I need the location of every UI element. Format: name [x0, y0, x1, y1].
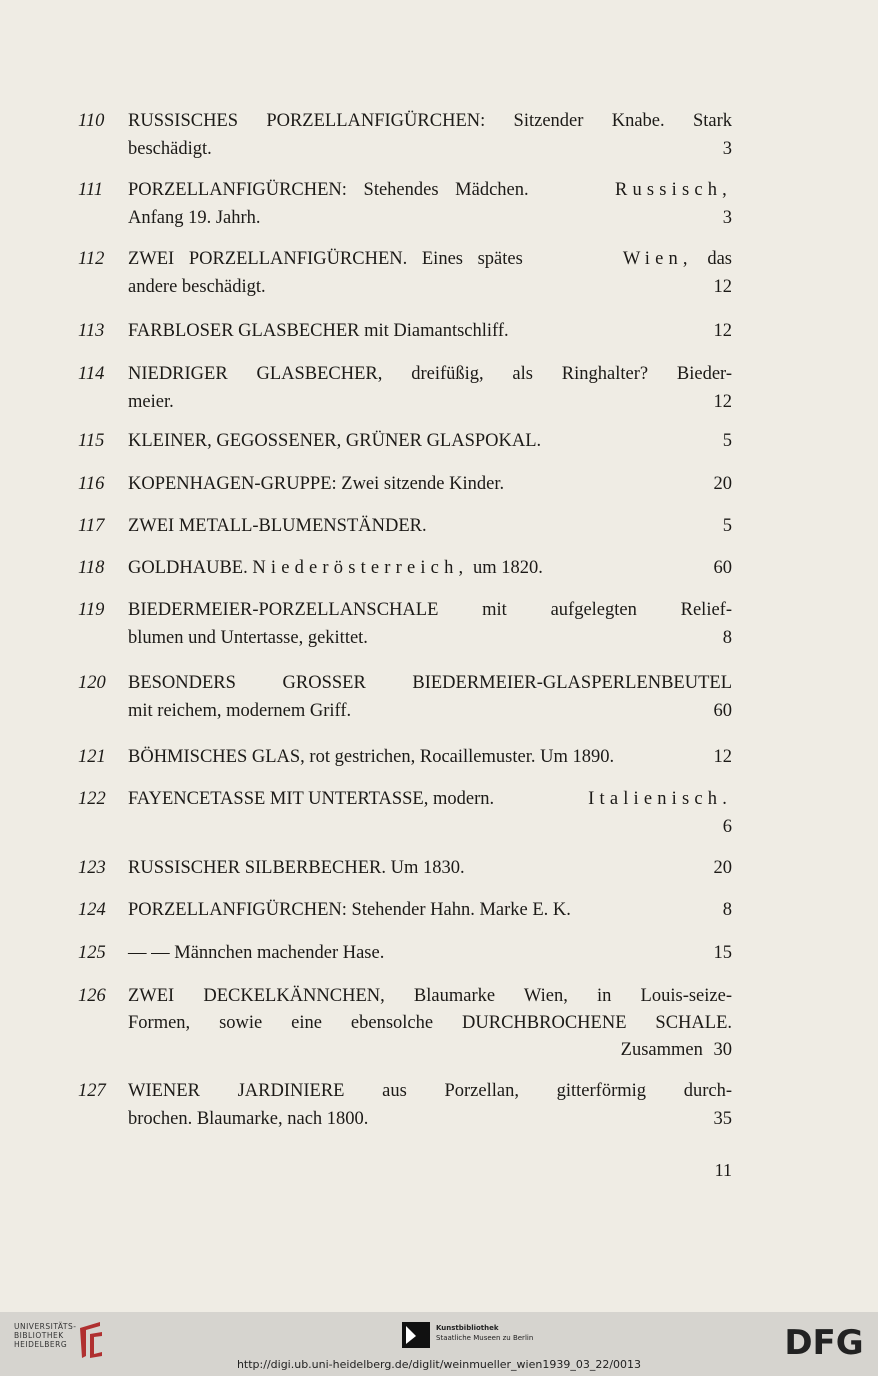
lot-number: 118: [78, 558, 105, 578]
lot-number: 115: [78, 431, 105, 451]
lot-number: 121: [78, 747, 106, 767]
lot-description: BÖHMISCHES GLAS, rot gestrichen, Rocaillemuster. Um 1890.: [128, 747, 615, 767]
lot-description: — — Männchen machender Hase.: [128, 943, 385, 963]
lot-description: ZWEI PORZELLANFIGÜRCHEN. Eines spätes: [128, 249, 523, 269]
lot-origin: Italienisch.: [588, 789, 732, 809]
lot-origin: Russisch,: [614, 180, 732, 200]
dfg-logo-text: DFG: [784, 1324, 864, 1360]
lot-description: FAYENCETASSE MIT UNTERTASSE, modern.: [128, 789, 495, 809]
lot-price: 20: [713, 474, 732, 494]
lot-number: 120: [78, 673, 106, 693]
lot-description: blumen und Untertasse, gekittet.: [128, 628, 368, 648]
lot-price: 5: [722, 431, 732, 451]
lot-description: mit reichem, modernem Griff.: [128, 701, 352, 721]
lot-price: 3: [722, 208, 732, 228]
lot-price: 30: [713, 1040, 732, 1060]
lot-number: 112: [78, 249, 105, 269]
lot-number: 114: [78, 364, 105, 384]
lot-description: Zusammen: [620, 1040, 703, 1060]
lot-description: um 1820.: [468, 558, 543, 578]
lot-price: 12: [713, 277, 732, 297]
source-url[interactable]: http://digi.ub.uni-heidelberg.de/diglit/weinmueller_wien1939_03_22/0013: [236, 1358, 642, 1371]
lot-number: 119: [78, 600, 105, 620]
lot-number: 113: [78, 321, 105, 341]
lot-description: brochen. Blaumarke, nach 1800.: [128, 1109, 369, 1129]
lot-number: 126: [78, 986, 106, 1006]
lot-price: 20: [713, 858, 732, 878]
lot-description: KOPENHAGEN-GRUPPE: Zwei sitzende Kinder.: [128, 474, 505, 494]
lot-description: BIEDERMEIER-PORZELLANSCHALE mit aufgelegten Relief-: [128, 600, 732, 620]
lot-description: Formen, sowie eine ebensolche DURCHBROCHENE SCHALE.: [128, 1013, 732, 1033]
lot-price: 15: [713, 943, 732, 963]
lot-origin: Niederösterreich,: [252, 558, 469, 578]
kunstbibliothek-logo-icon: [402, 1322, 430, 1348]
lot-price: 8: [722, 900, 732, 920]
lot-description: meier.: [128, 392, 174, 412]
lot-description: WIENER JARDINIERE aus Porzellan, gitterförmig durch-: [128, 1081, 732, 1101]
lot-number: 111: [78, 180, 104, 200]
university-emblem-icon: [78, 1320, 106, 1360]
lot-origin: Wien,: [622, 249, 693, 269]
lot-description: FARBLOSER GLASBECHER mit Diamantschliff.: [128, 321, 509, 341]
lot-description: ZWEI METALL-BLUMENSTÄNDER.: [128, 516, 427, 536]
lot-number: 116: [78, 474, 105, 494]
university-library-logo: UNIVERSITÄTS- BIBLIOTHEK HEIDELBERG: [14, 1322, 77, 1349]
lot-price: 8: [722, 628, 732, 648]
lot-description: GOLDHAUBE.: [128, 558, 253, 578]
lot-description: NIEDRIGER GLASBECHER, dreifüßig, als Ringhalter? Bieder-: [128, 364, 732, 384]
lot-description: das: [702, 249, 732, 269]
lot-description: Anfang 19. Jahrh.: [128, 208, 261, 228]
lot-number: 117: [78, 516, 105, 536]
lot-number: 110: [78, 111, 105, 131]
lot-description: andere beschädigt.: [128, 277, 266, 297]
lot-number: 122: [78, 789, 106, 809]
lot-number: 125: [78, 943, 106, 963]
lot-price: 3: [722, 139, 732, 159]
lot-price: 60: [713, 701, 732, 721]
kunstbibliothek-text: Kunstbibliothek Staatliche Museen zu Berlin: [436, 1324, 534, 1342]
lot-price: 60: [713, 558, 732, 578]
lot-description: ZWEI DECKELKÄNNCHEN, Blaumarke Wien, in Louis-seize-: [128, 986, 732, 1006]
lot-price: 12: [713, 747, 732, 767]
dfg-logo: [782, 1324, 866, 1360]
lot-price: 6: [722, 817, 732, 837]
lot-price: 12: [713, 321, 732, 341]
page-number: 11: [714, 1160, 732, 1180]
lot-description: PORZELLANFIGÜRCHEN: Stehendes Mädchen.: [128, 180, 529, 200]
lot-price: 35: [713, 1109, 732, 1129]
lot-price: 12: [713, 392, 732, 412]
lot-price: 5: [722, 516, 732, 536]
lot-description: KLEINER, GEGOSSENER, GRÜNER GLASPOKAL.: [128, 431, 542, 451]
lot-description: beschädigt.: [128, 139, 212, 159]
lot-description: RUSSISCHES PORZELLANFIGÜRCHEN: Sitzender Knabe. Stark: [128, 111, 732, 131]
lot-description: BESONDERS GROSSER BIEDERMEIER-GLASPERLENBEUTEL: [128, 673, 732, 693]
lot-description: RUSSISCHER SILBERBECHER. Um 1830.: [128, 858, 465, 878]
lot-number: 127: [78, 1081, 106, 1101]
lot-number: 123: [78, 858, 106, 878]
lot-number: 124: [78, 900, 106, 920]
lot-description: PORZELLANFIGÜRCHEN: Stehender Hahn. Marke E. K.: [128, 900, 571, 920]
